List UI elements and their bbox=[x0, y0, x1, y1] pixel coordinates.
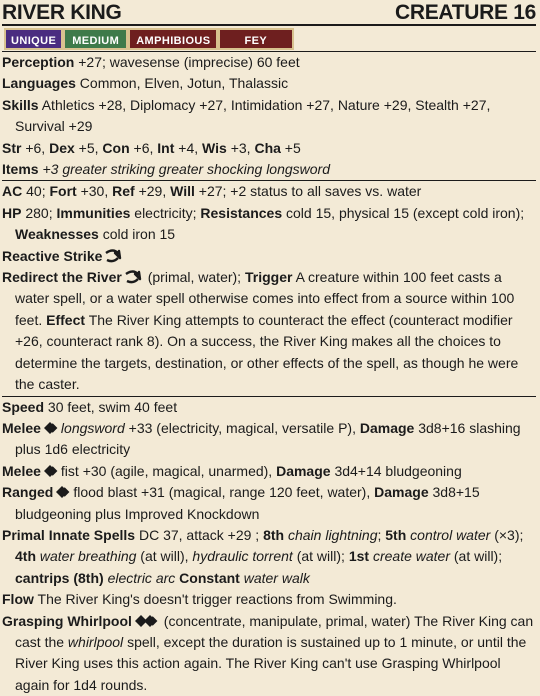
saves-line: AC 40; Fort +30, Ref +29, Will +27; +2 status to all saves vs. water bbox=[2, 181, 536, 202]
single-action-icon bbox=[55, 485, 71, 499]
redirect-the-river-line: Redirect the River (primal, water); Trigger A creature within 100 feet casts a water spell, or a water spell otherwise comes into effect from a source within 100 feet. Effect The River King attempts to counteract the effect (counteract modifier +26, counteract rank 8). On a success, the River King makes all the choices to determine the targets, destination, or other effects of the spell, as though he were the caster. bbox=[2, 267, 536, 395]
single-action-icon bbox=[43, 464, 59, 478]
perception-line: Perception +27; wavesense (imprecise) 60 feet bbox=[2, 52, 536, 73]
items-line: Items +3 greater striking greater shocking longsword bbox=[2, 159, 536, 180]
single-action-icon bbox=[43, 421, 59, 435]
two-actions-icon bbox=[134, 614, 158, 628]
innate-spells-line: Primal Innate Spells DC 37, attack +29 ; 8th chain lightning; 5th control water (×3); 4th water breathing (at will), hydraulic torrent (at will); 1st create water (at will); cantrips (8th) electric arc Constant water walk bbox=[2, 525, 536, 589]
hp-line: HP 280; Immunities electricity; Resistances cold 15, physical 15 (except cold iron); Weaknesses cold iron 15 bbox=[2, 203, 536, 246]
grasping-whirlpool-line: Grasping Whirlpool (concentrate, manipulate, primal, water) The River King can cast the whirlpool spell, except the duration is sustained up to 1 minute, or until the River King uses this action again. The River King can't use Grasping Whirlpool again for 1d4 rounds. bbox=[2, 611, 536, 696]
offense-section bbox=[2, 397, 536, 696]
creature-name: RIVER KING bbox=[2, 1, 122, 24]
stat-block-header bbox=[2, 0, 536, 26]
ability-scores-line: Str +6, Dex +5, Con +6, Int +4, Wis +3, Cha +5 bbox=[2, 138, 536, 159]
trait-list bbox=[2, 26, 536, 52]
skills-line: Skills Athletics +28, Diplomacy +27, Intimidation +27, Nature +29, Stealth +27, Survival +29 bbox=[2, 95, 536, 138]
trait-medium: MEDIUM bbox=[63, 28, 128, 50]
trait-unique: UNIQUE bbox=[4, 28, 63, 50]
trait-fey: FEY bbox=[218, 28, 294, 50]
reactive-strike-line: Reactive Strike bbox=[2, 246, 536, 267]
speed-line: Speed 30 feet, swim 40 feet bbox=[2, 397, 536, 418]
ranged-line: Ranged flood blast +31 (magical, range 120 feet, water), Damage 3d8+15 bludgeoning plus Improved Knockdown bbox=[2, 482, 536, 525]
reaction-icon bbox=[124, 270, 142, 284]
flow-line: Flow The River King's doesn't trigger reactions from Swimming. bbox=[2, 589, 536, 610]
languages-line: Languages Common, Elven, Jotun, Thalassic bbox=[2, 73, 536, 94]
defense-section bbox=[2, 181, 536, 396]
melee-fist-line: Melee fist +30 (agile, magical, unarmed), Damage 3d4+14 bludgeoning bbox=[2, 461, 536, 482]
stats-section bbox=[2, 52, 536, 181]
trait-amphibious: AMPHIBIOUS bbox=[128, 28, 218, 50]
creature-level: CREATURE 16 bbox=[395, 1, 536, 24]
melee-longsword-line: Melee longsword +33 (electricity, magical, versatile P), Damage 3d8+16 slashing plus 1d6 electricity bbox=[2, 418, 536, 461]
reaction-icon bbox=[104, 249, 122, 263]
